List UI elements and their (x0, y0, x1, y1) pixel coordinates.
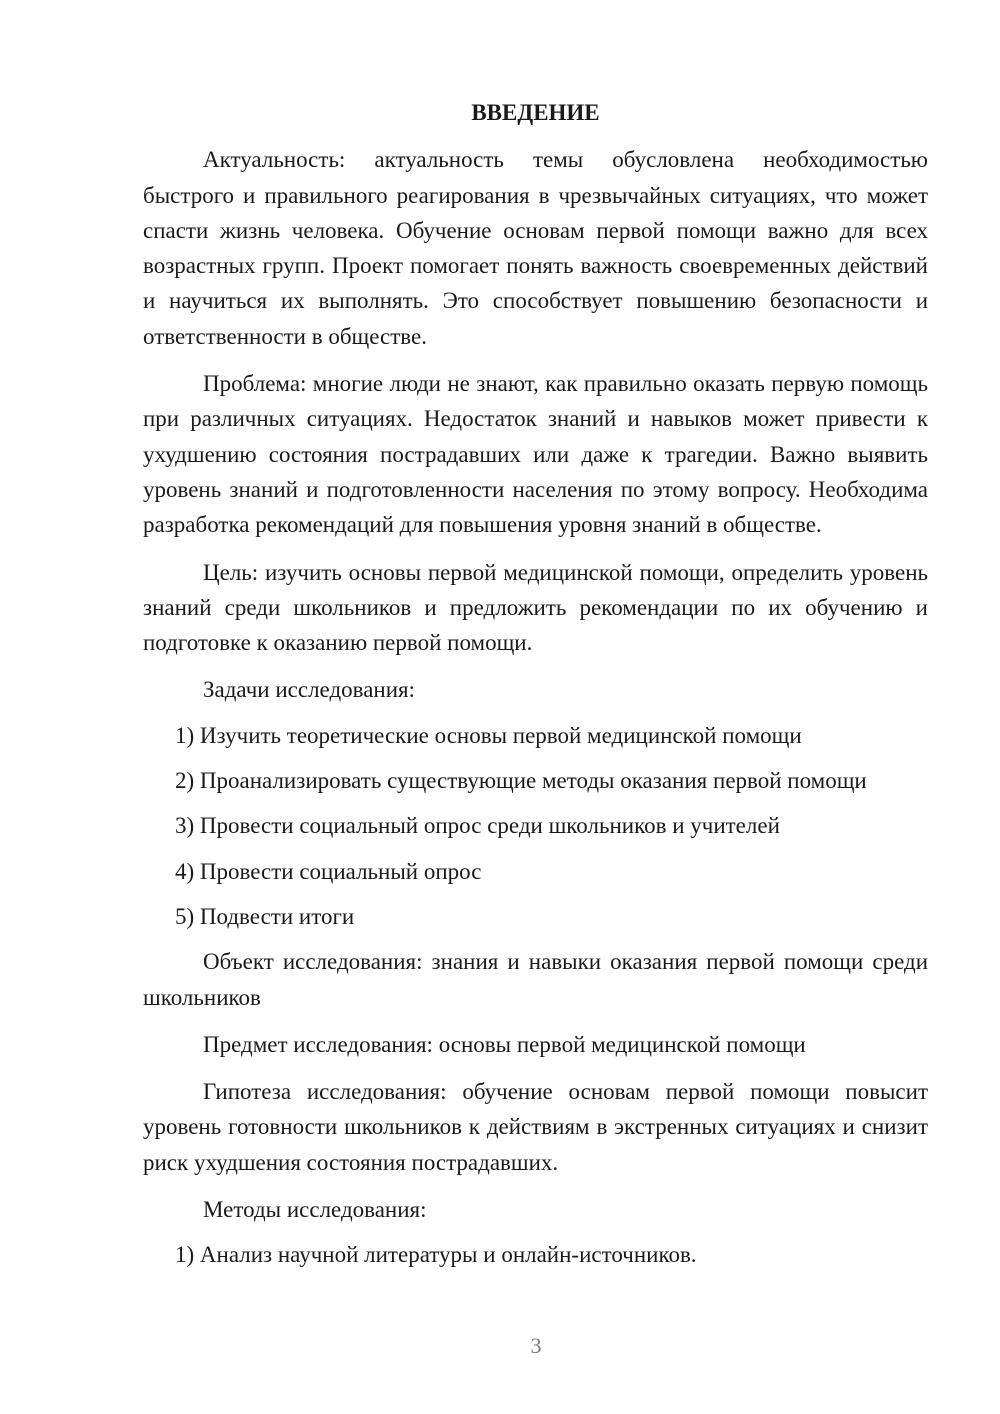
subject-paragraph: Предмет исследования: основы первой медицинской помощи (203, 1031, 806, 1057)
methods-heading: Методы исследования: (203, 1197, 427, 1223)
hypothesis-paragraph: Гипотеза исследования: обучение основам первой помощи повысит уровень готовности школьников к действиям в экстренных ситуациях и снизит риск ухудшения состояния пострадавших. (143, 1079, 928, 1175)
task-item-2: 2) Проанализировать существующие методы оказания первой помощи (175, 768, 867, 794)
page-number: 3 (530, 1333, 542, 1358)
tasks-heading: Задачи исследования: (203, 677, 416, 703)
page-content (143, 95, 928, 1283)
object-paragraph: Объект исследования: знания и навыки оказания первой помощи среди школьников (143, 949, 928, 1010)
page-title: ВВЕДЕНИЕ (471, 100, 600, 125)
task-item-5: 5) Подвести итоги (175, 903, 355, 929)
task-item-4: 4) Провести социальный опрос (175, 858, 482, 884)
problem-paragraph: Проблема: многие люди не знают, как правильно оказать первую помощь при различных ситуациях. Недостаток знаний и навыков может привести к ухудшению состояния пострадавших или даже к трагедии. Важно выявить уровень знаний и подготовленности населения по этому вопросу. Необходима разработка рекомендаций для повышения уровня знаний в обществе. (143, 371, 928, 538)
task-item-1: 1) Изучить теоретические основы первой медицинской помощи (175, 722, 802, 748)
task-item-3: 3) Провести социальный опрос среди школьников и учителей (175, 813, 780, 839)
method-item-1: 1) Анализ научной литературы и онлайн-источников. (175, 1242, 697, 1268)
goal-paragraph: Цель: изучить основы первой медицинской помощи, определить уровень знаний среди школьников и предложить рекомендации по их обучению и подготовке к оказанию первой помощи. (143, 559, 928, 656)
relevance-paragraph: Актуальность: актуальность темы обусловлена необходимостью быстрого и правильного реагирования в чрезвычайных ситуациях, что может спасти жизнь человека. Обучение основам первой помощи важно для всех возрастных групп. Проект помогает понять важность своевременных действий и научиться их выполнять. Это способствует повышению безопасности и ответственности в обществе. (143, 147, 928, 349)
